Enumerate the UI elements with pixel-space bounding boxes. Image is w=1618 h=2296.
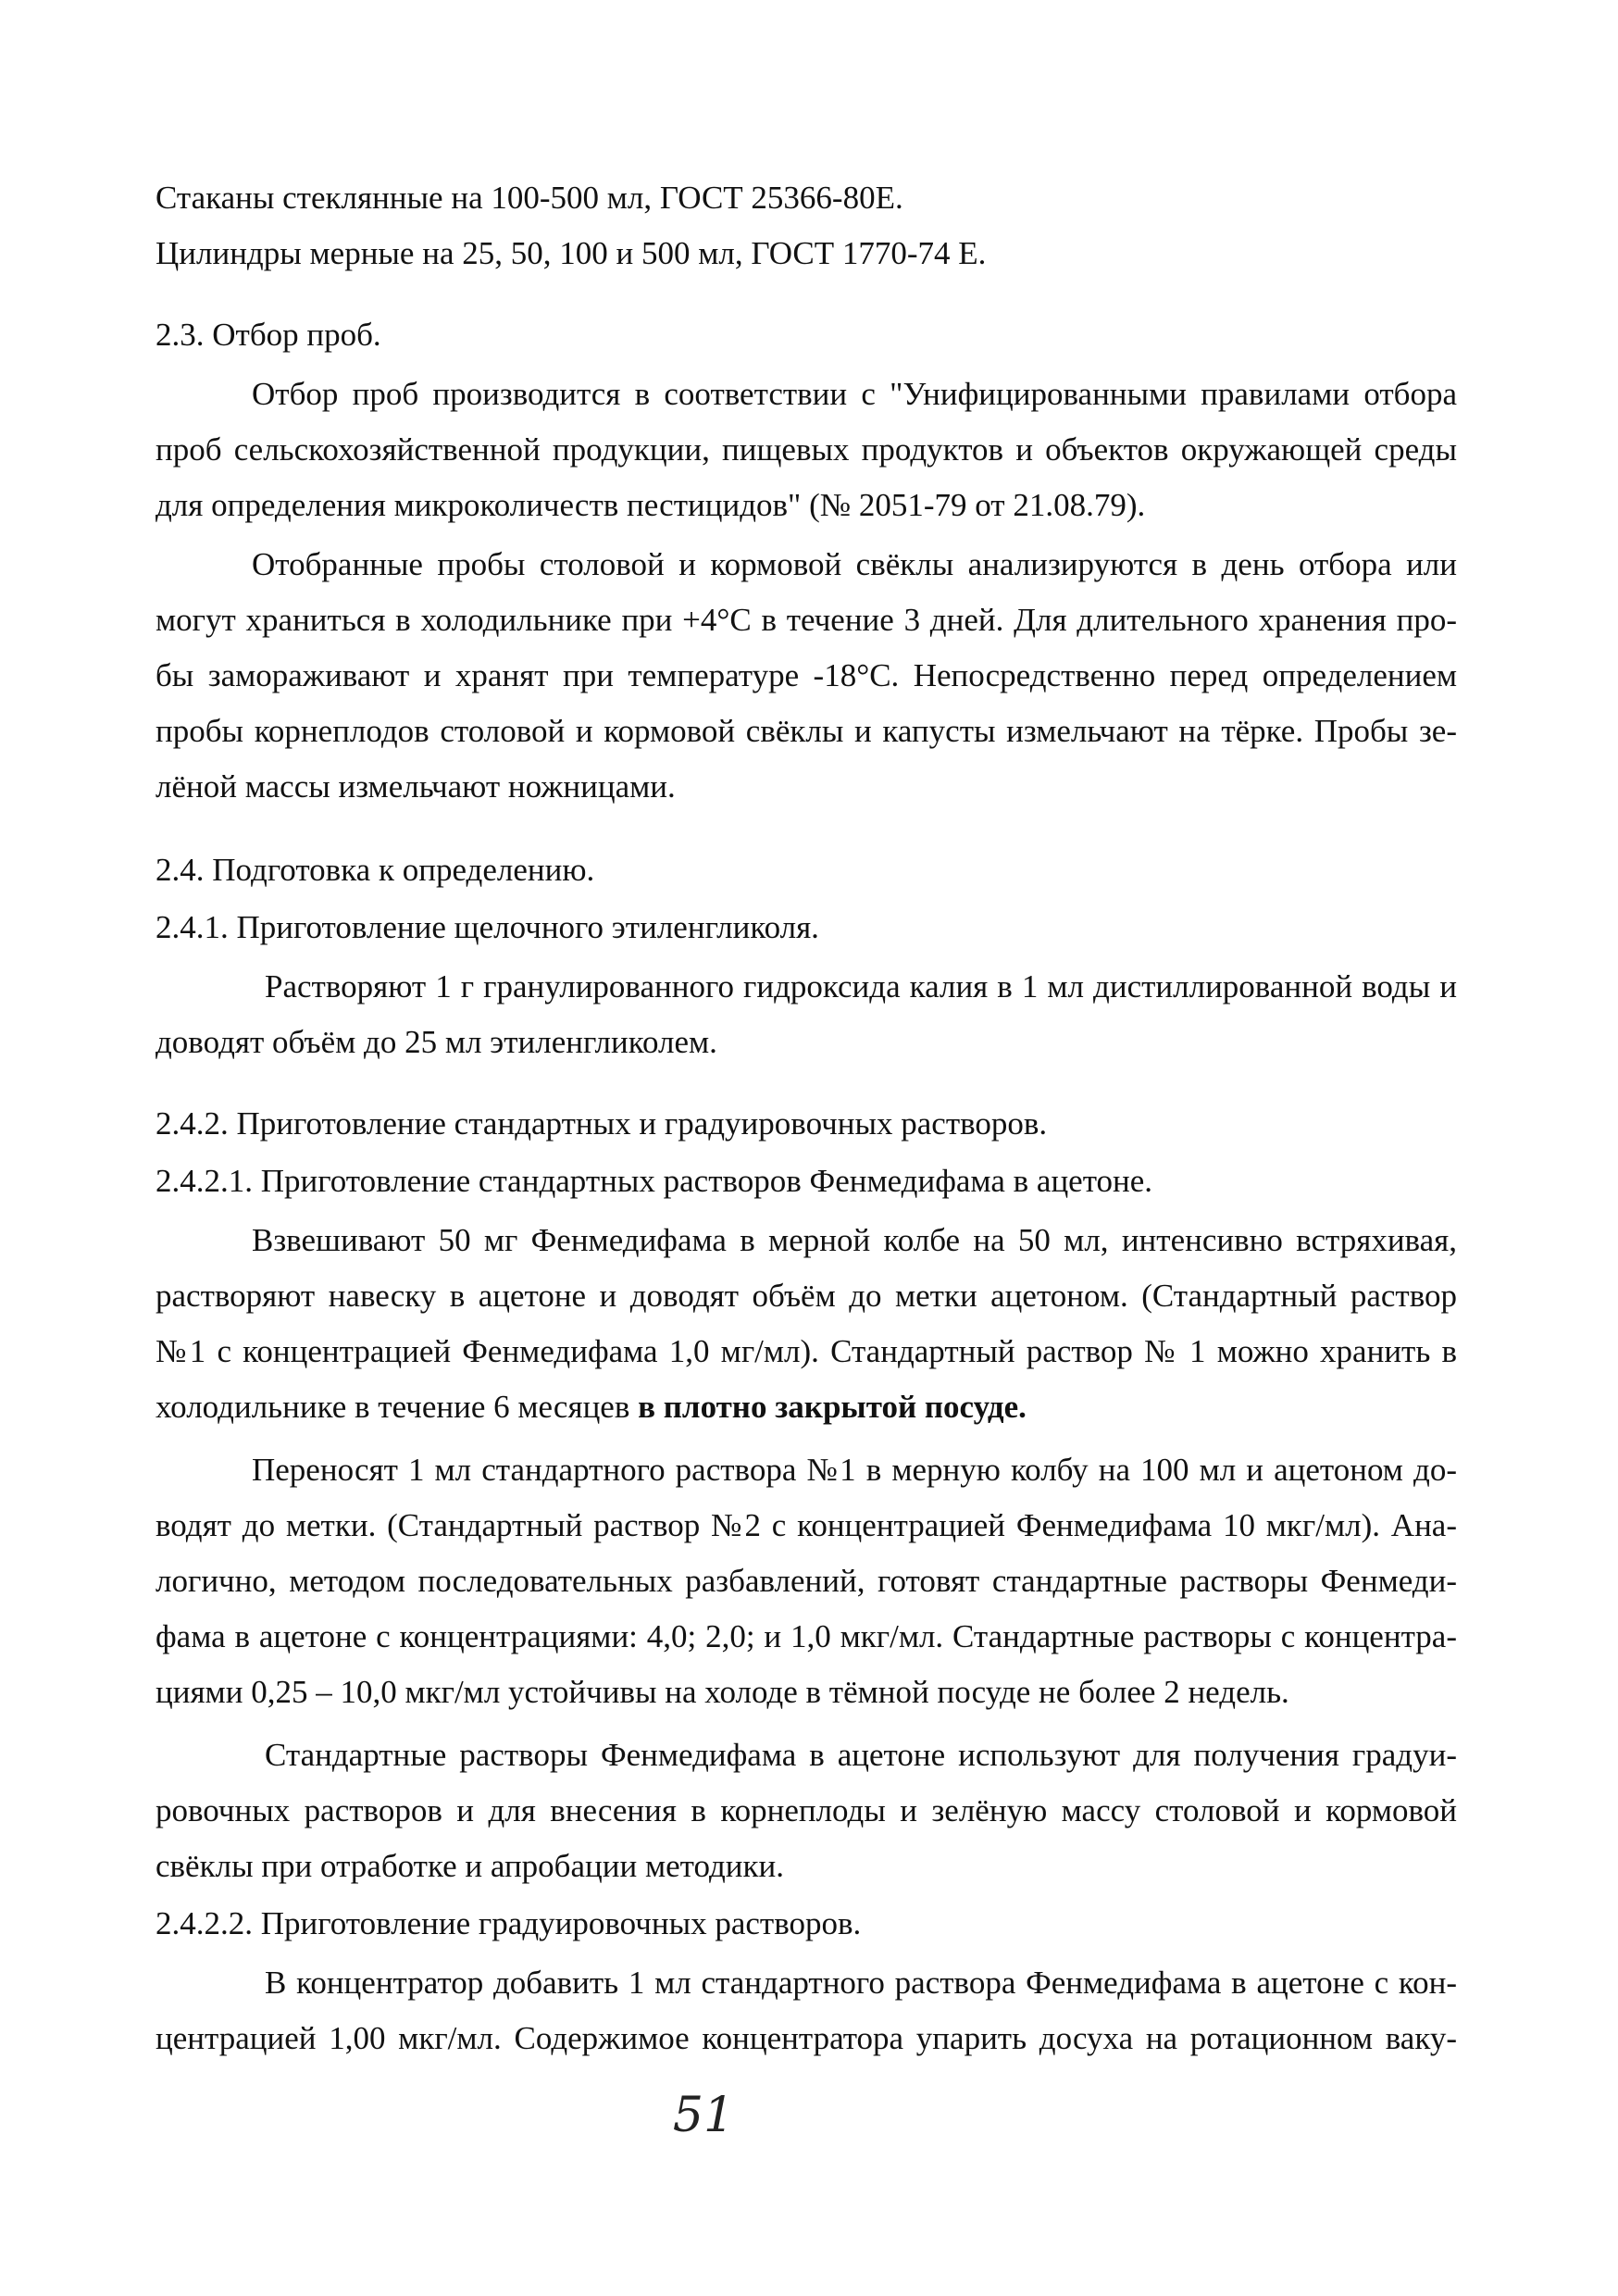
section-heading-2-4-2: 2.4.2. Приготовление стандартных и градуировочных растворов.	[156, 1105, 1048, 1142]
paragraph-line: проб сельскохозяйственной продукции, пищевых продуктов и объектов окружающей среды	[156, 431, 1457, 468]
storage-text: холодильнике в течение 6 месяцев	[156, 1389, 639, 1425]
paragraph-line: №1 с концентрацией Фенмедифама 1,0 мг/мл). Стандартный раствор № 1 можно хранить в	[156, 1333, 1457, 1369]
paragraph-line: циями 0,25 – 10,0 мкг/мл устойчивы на холоде в тёмной посуде не более 2 недель.	[156, 1674, 1289, 1710]
paragraph-line: логично, методом последовательных разбавлений, готовят стандартные растворы Фенмеди-	[156, 1563, 1457, 1599]
section-heading-2-4: 2.4. Подготовка к определению.	[156, 852, 595, 888]
equipment-line-beakers: Стаканы стеклянные на 100-500 мл, ГОСТ 25366-80Е.	[156, 180, 903, 216]
paragraph-line: бы замораживают и хранят при температуре -18°С. Непосредственно перед определением	[156, 657, 1457, 693]
paragraph-line: Отбор проб производится в соответствии с "Унифицированными правилами отбора	[252, 376, 1457, 412]
paragraph-line: водят до метки. (Стандартный раствор №2 с концентрацией Фенмедифама 10 мкг/мл). Ана-	[156, 1507, 1457, 1543]
paragraph-line	[156, 1387, 1027, 1428]
bold-emphasis: в плотно закрытой посуде.	[638, 1389, 1027, 1425]
paragraph-line: свёклы при отработке и апробации методики.	[156, 1848, 784, 1884]
paragraph-line: Растворяют 1 г гранулированного гидроксида калия в 1 мл дистиллированной воды и	[265, 968, 1457, 1004]
paragraph-line: Отобранные пробы столовой и кормовой свёклы анализируются в день отбора или	[252, 546, 1457, 582]
paragraph-line: для определения микроколичеств пестицидов" (№ 2051-79 от 21.08.79).	[156, 487, 1146, 523]
paragraph-line: фама в ацетоне с концентрациями: 4,0; 2,0; и 1,0 мкг/мл. Стандартные растворы с концентра-	[156, 1618, 1457, 1654]
page-number: 51	[672, 2088, 735, 2143]
paragraph-line: Переносят 1 мл стандартного раствора №1 в мерную колбу на 100 мл и ацетоном до-	[252, 1452, 1457, 1488]
paragraph-line: лёной массы измельчают ножницами.	[156, 768, 676, 805]
paragraph-line: растворяют навеску в ацетоне и доводят объём до метки ацетоном. (Стандартный раствор	[156, 1278, 1457, 1314]
paragraph-line: могут храниться в холодильнике при +4°С в течение 3 дней. Для длительного хранения про-	[156, 602, 1457, 638]
paragraph-line: ровочных растворов и для внесения в корнеплоды и зелёную массу столовой и кормовой	[156, 1792, 1457, 1828]
section-heading-2-4-2-1: 2.4.2.1. Приготовление стандартных растворов Фенмедифама в ацетоне.	[156, 1163, 1153, 1199]
paragraph-line: Стандартные растворы Фенмедифама в ацетоне используют для получения градуи-	[265, 1737, 1457, 1773]
paragraph-line: центрацией 1,00 мкг/мл. Содержимое концентратора упарить досуха на ротационном ваку-	[156, 2020, 1457, 2056]
paragraph-line: доводят объём до 25 мл этиленгликолем.	[156, 1024, 717, 1060]
section-heading-2-3: 2.3. Отбор проб.	[156, 317, 381, 353]
equipment-line-cylinders: Цилиндры мерные на 25, 50, 100 и 500 мл, ГОСТ 1770-74 Е.	[156, 235, 987, 271]
section-heading-2-4-2-2: 2.4.2.2. Приготовление градуировочных растворов.	[156, 1905, 862, 1941]
paragraph-line: Взвешивают 50 мг Фенмедифама в мерной колбе на 50 мл, интенсивно встряхивая,	[252, 1222, 1457, 1258]
paragraph-line: В концентратор добавить 1 мл стандартного раствора Фенмедифама в ацетоне с кон-	[265, 1965, 1457, 2001]
section-heading-2-4-1: 2.4.1. Приготовление щелочного этиленгликоля.	[156, 909, 819, 945]
paragraph-line: пробы корнеплодов столовой и кормовой свёклы и капусты измельчают на тёрке. Пробы зе-	[156, 713, 1457, 749]
